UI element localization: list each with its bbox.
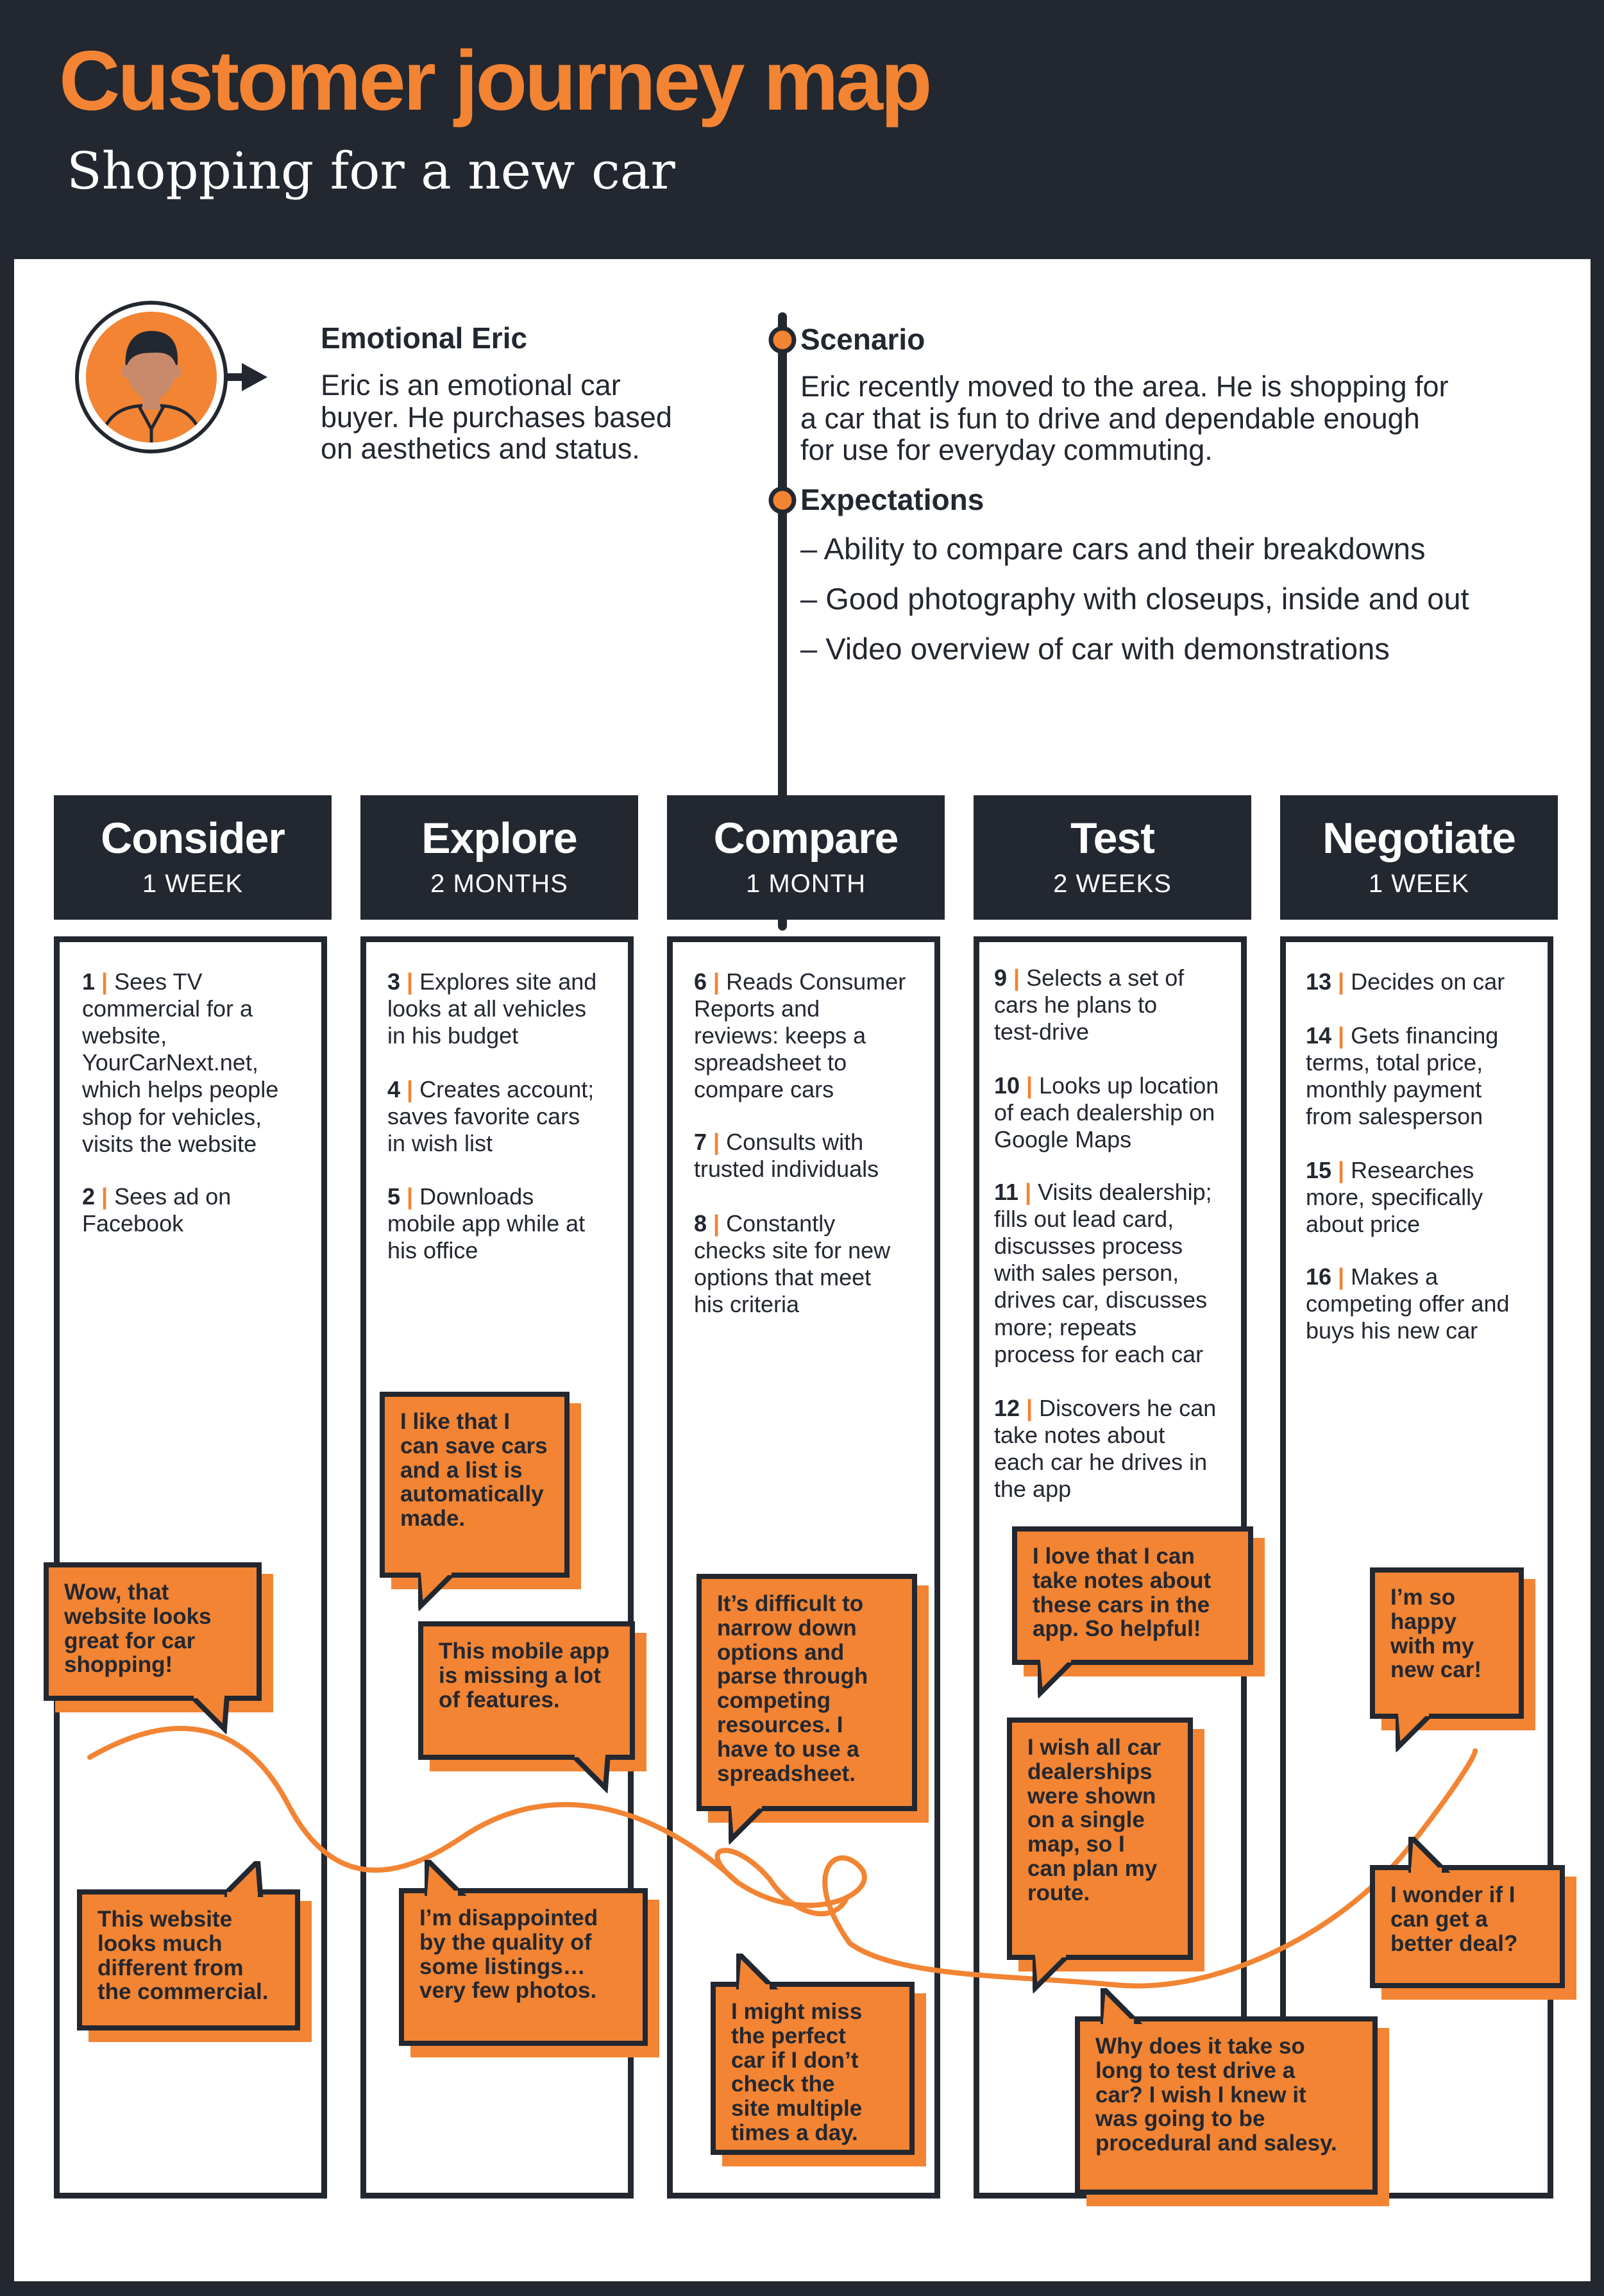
bubble-text [731, 2000, 902, 2145]
step-number: 6 [694, 968, 707, 995]
step-divider: | [1018, 1179, 1032, 1205]
step-number: 14 [1306, 1022, 1332, 1049]
bubble-text-line: the perfect [731, 2023, 846, 2048]
step-text: Creates account; [413, 1076, 595, 1102]
step-divider: | [707, 1210, 720, 1237]
step-divider: | [95, 968, 108, 995]
bubble-text-line: can plan my [1027, 1855, 1158, 1881]
persona-description-line: buyer. He purchases based [321, 400, 672, 434]
emotion-bubble [44, 1562, 262, 1701]
emotion-bubble [380, 1392, 570, 1578]
bubble-text-line: great for car [64, 1628, 196, 1653]
journey-step-line: from salesperson [1306, 1103, 1483, 1130]
bubble-text-line: were shown [1027, 1783, 1156, 1809]
stage-duration: 2 WEEKS [1053, 870, 1172, 898]
journey-step-line: buys his new car [1306, 1317, 1478, 1344]
journey-step-line: cars he plans to [994, 992, 1158, 1018]
bubble-text-line: happy [1390, 1608, 1457, 1634]
journey-step-line: reviews: keeps a [694, 1022, 866, 1049]
step-divider: | [707, 1129, 720, 1155]
journey-step-line: his office [387, 1237, 478, 1264]
step-text: Reads Consumer [720, 968, 906, 995]
bubble-text-line: the commercial. [97, 1979, 269, 2005]
expectation-item: – Ability to compare cars and their breakdowns [800, 532, 1426, 566]
bubble-text-line: narrow down [717, 1615, 857, 1641]
journey-step-line: with sales person, [994, 1260, 1179, 1287]
scenario-line: a car that is fun to drive and dependable enough [800, 401, 1420, 435]
bubble-tail [1038, 1660, 1084, 1698]
page-title: Customer journey map [59, 33, 930, 128]
journey-step-line: Google Maps [994, 1126, 1132, 1153]
journey-step-line: in his budget [387, 1022, 519, 1049]
journey-step-line: shop for vehicles, [82, 1103, 262, 1130]
bubble-tail [1396, 1714, 1442, 1752]
step-divider: | [707, 968, 720, 995]
bubble-text-line: was going to be [1095, 2106, 1265, 2132]
bubble-text-line: check the [731, 2072, 835, 2097]
bubble-text-line: map, so I [1027, 1832, 1125, 1857]
bubble-text-line: times a day. [731, 2120, 858, 2145]
step-number: 11 [994, 1179, 1019, 1205]
bubble-text-line: take notes about [1033, 1567, 1211, 1593]
step-text: Gets financing [1344, 1022, 1499, 1049]
bubble-text-line: looks much [97, 1930, 223, 1956]
step-number: 13 [1306, 968, 1332, 995]
bubble-text-line: procedural and salesy. [1095, 2131, 1337, 2156]
bubble-text-line: I’m so [1390, 1585, 1456, 1610]
scenario-line: Eric recently moved to the area. He is shopping for [800, 370, 1449, 403]
journey-step-line: his criteria [694, 1291, 800, 1318]
journey-step-line: Reports and [694, 995, 820, 1022]
stage-name: Consider [101, 814, 285, 863]
journey-step-line: mobile app while at [387, 1210, 586, 1237]
bubble-tail [736, 1954, 782, 1992]
bubble-text-line: This mobile app [439, 1639, 610, 1664]
stage-name: Compare [713, 814, 899, 863]
step-divider: | [95, 1183, 108, 1210]
bubble-tail [1101, 1988, 1147, 2027]
step-text: Looks up location [1033, 1072, 1219, 1099]
bubble-text-line: I’m disappointed [419, 1905, 598, 1930]
journey-step-line: the app [994, 1476, 1072, 1503]
bubble-text-line: different from [97, 1955, 244, 1980]
emotion-bubble [77, 1889, 300, 2030]
step-divider: | [1331, 1157, 1345, 1183]
journey-step-line: about price [1306, 1211, 1421, 1238]
bubble-text-line: app. So helpful! [1033, 1616, 1201, 1642]
bubble-text-line: car? I wish I knew it [1095, 2082, 1306, 2107]
step-divider: | [1020, 1072, 1033, 1099]
bubble-text [717, 1592, 904, 1785]
step-number: 4 [387, 1076, 401, 1102]
bubble-text-line: by the quality of [419, 1929, 592, 1955]
bubble-text [64, 1580, 249, 1677]
bubble-text-line: This website [97, 1907, 233, 1932]
page-subtitle: Shopping for a new car [67, 141, 675, 201]
bubble-text-line: new car! [1390, 1657, 1482, 1683]
journey-step-line: process for each car [994, 1340, 1204, 1367]
bubble-text [1095, 2034, 1365, 2156]
emotion-bubble [696, 1574, 917, 1811]
emotion-bubble [1007, 1718, 1193, 1960]
step-text: Downloads [413, 1183, 534, 1210]
journey-step-line: YourCarNext.net, [82, 1049, 258, 1076]
stage-duration: 1 WEEK [142, 870, 244, 898]
journey-step-line: more; repeats [994, 1313, 1137, 1340]
bubble-text-line: with my [1390, 1633, 1474, 1659]
bubble-tail [1408, 1837, 1455, 1875]
bubble-text-line: route. [1027, 1880, 1090, 1905]
bubble-text-line: is missing a lot [439, 1662, 601, 1688]
journey-step-line: visits the website [82, 1130, 257, 1157]
bubble-tail [729, 1806, 775, 1844]
step-divider: | [1331, 1022, 1345, 1049]
journey-step-line: fills out lead card, [994, 1206, 1174, 1233]
step-text: Decides on car [1344, 968, 1505, 995]
step-text: Discovers he can [1033, 1395, 1217, 1421]
stage-name: Negotiate [1322, 814, 1515, 863]
stage-duration: 1 MONTH [746, 870, 866, 898]
journey-step-line: in wish list [387, 1130, 493, 1157]
stage-duration: 1 WEEK [1368, 870, 1470, 898]
bubble-text-line: resources. I [717, 1712, 843, 1737]
bubble-text-line: some listings… [419, 1954, 586, 1979]
step-number: 2 [82, 1183, 96, 1210]
journey-step-line: commercial for a [82, 995, 253, 1022]
step-text: Researches [1344, 1157, 1474, 1183]
bubble-text-line: of features. [439, 1687, 560, 1712]
journey-step-line: looks at all vehicles [387, 995, 587, 1022]
journey-step-line: of each dealership on [994, 1099, 1215, 1126]
bubble-text-line: I like that I [400, 1409, 511, 1434]
step-number: 1 [82, 968, 96, 995]
journey-step-line: drives car, discusses [994, 1287, 1208, 1313]
bubble-text-line: dealerships [1027, 1759, 1152, 1784]
bubble-text-line: options and [717, 1639, 845, 1665]
bubble-tail [425, 1860, 471, 1898]
scenario-heading: Scenario [800, 323, 925, 356]
bubble-text-line: on a single [1027, 1807, 1145, 1833]
journey-step-line: checks site for new [694, 1237, 891, 1264]
emotion-bubble [399, 1888, 648, 2046]
bubble-text-line: I wonder if I [1390, 1882, 1515, 1907]
stage-duration: 2 MONTHS [430, 870, 568, 898]
journey-step-line: compare cars [694, 1076, 834, 1103]
journey-step-line: saves favorite cars [387, 1103, 580, 1130]
bubble-text-line: these cars in the [1033, 1592, 1210, 1617]
bubble-text-line: I love that I can [1033, 1544, 1195, 1569]
step-text: Visits dealership; [1031, 1179, 1212, 1205]
step-number: 10 [994, 1072, 1020, 1099]
bubble-text-line: can save cars [400, 1433, 548, 1458]
journey-step-line: monthly payment [1306, 1076, 1482, 1103]
bubble-tail [572, 1755, 618, 1793]
step-number: 12 [994, 1395, 1020, 1421]
bubble-text-line: and a list is [400, 1457, 523, 1483]
bubble-text-line: automatically [400, 1481, 544, 1507]
step-text: Consults with [720, 1129, 864, 1155]
step-number: 5 [387, 1183, 401, 1210]
bubble-text [1390, 1883, 1552, 1955]
bubble-text-line: shopping! [64, 1652, 173, 1678]
emotion-bubble [1012, 1526, 1253, 1665]
journey-step-line: Facebook [82, 1210, 184, 1237]
emotion-bubble [1075, 2016, 1378, 2195]
bubble-text-line: very few photos. [419, 1978, 597, 2004]
step-divider: | [400, 968, 414, 995]
bubble-tail [1033, 1955, 1079, 1993]
bubble-text-line: site multiple [731, 2096, 863, 2122]
bubble-text [1027, 1735, 1180, 1905]
journey-step-line: spreadsheet to [694, 1049, 847, 1076]
bubble-text [400, 1410, 557, 1531]
step-divider: | [1007, 965, 1020, 991]
step-text: Sees TV [108, 968, 203, 995]
bubble-tail [191, 1696, 237, 1734]
stage-name: Explore [421, 814, 577, 863]
bubble-text-line: car if I don’t [731, 2047, 859, 2073]
step-divider: | [1331, 968, 1345, 995]
step-number: 15 [1306, 1157, 1332, 1183]
journey-step-line: options that meet [694, 1264, 872, 1291]
expectation-item: – Video overview of car with demonstrations [800, 632, 1390, 666]
persona-description-line: Eric is an emotional car [321, 369, 621, 401]
bubble-text-line: spreadsheet. [717, 1760, 856, 1786]
step-number: 16 [1306, 1263, 1332, 1290]
step-text: Sees ad on [108, 1183, 232, 1210]
bubble-tail [418, 1573, 464, 1611]
bubble-text-line: I wish all car [1027, 1735, 1161, 1760]
journey-step-line: which helps people [82, 1076, 279, 1103]
bubble-text-line: have to use a [717, 1736, 859, 1762]
step-text: Selects a set of [1020, 965, 1185, 991]
bubble-text-line: parse through [717, 1664, 868, 1689]
bubble-text-line: made. [400, 1506, 466, 1532]
journey-step-line: discusses process [994, 1233, 1183, 1260]
journey-step-line: more, specifically [1306, 1184, 1483, 1211]
bubble-text-line: I might miss [731, 1999, 863, 2024]
bubble-text-line: better deal? [1390, 1930, 1518, 1956]
bubble-text-line: can get a [1390, 1906, 1488, 1932]
journey-step-line: each car he drives in [994, 1449, 1208, 1476]
stage-name: Test [1070, 814, 1154, 863]
step-number: 7 [694, 1129, 707, 1155]
step-number: 3 [387, 968, 401, 995]
scenario-line: for use for everyday commuting. [800, 434, 1213, 466]
expectations-heading: Expectations [800, 483, 984, 516]
step-divider: | [1020, 1395, 1033, 1421]
bubble-text [97, 1907, 287, 2004]
journey-step-line: trusted individuals [694, 1156, 879, 1183]
journey-step-line: competing offer and [1306, 1290, 1510, 1317]
step-number: 9 [994, 965, 1008, 991]
emotion-bubble [1370, 1567, 1524, 1719]
bubble-text-line: Why does it take so [1095, 2034, 1305, 2059]
step-divider: | [400, 1076, 414, 1102]
bubble-text-line: competing [717, 1688, 831, 1714]
bubble-text-line: website looks [64, 1603, 212, 1629]
bubble-text-line: long to test drive a [1095, 2057, 1296, 2083]
step-divider: | [400, 1183, 414, 1210]
bubble-text [419, 1906, 635, 2003]
bubble-tail [224, 1861, 271, 1900]
journey-step-line: test-drive [994, 1018, 1090, 1045]
journey-step-line: website, [82, 1022, 167, 1049]
bubble-text [439, 1639, 622, 1712]
step-number: 8 [694, 1210, 707, 1237]
step-divider: | [1331, 1263, 1345, 1290]
step-text: Constantly [720, 1210, 836, 1237]
bubble-text-line: It’s difficult to [717, 1591, 864, 1616]
bubble-text [1390, 1585, 1511, 1682]
emotion-bubble [418, 1621, 635, 1760]
expectation-item: – Good photography with closeups, inside and out [800, 582, 1469, 616]
step-text: Explores site and [413, 968, 597, 995]
persona-name: Emotional Eric [321, 321, 528, 355]
bubble-text [1033, 1544, 1240, 1641]
journey-step-line: take notes about [994, 1422, 1165, 1449]
step-text: Makes a [1344, 1263, 1439, 1290]
persona-description-line: on aesthetics and status. [321, 432, 640, 465]
emotion-bubble [711, 1982, 915, 2155]
emotion-bubble [1370, 1865, 1565, 1988]
bubble-text-line: Wow, that [64, 1580, 169, 1605]
journey-step-line: terms, total price, [1306, 1049, 1483, 1076]
